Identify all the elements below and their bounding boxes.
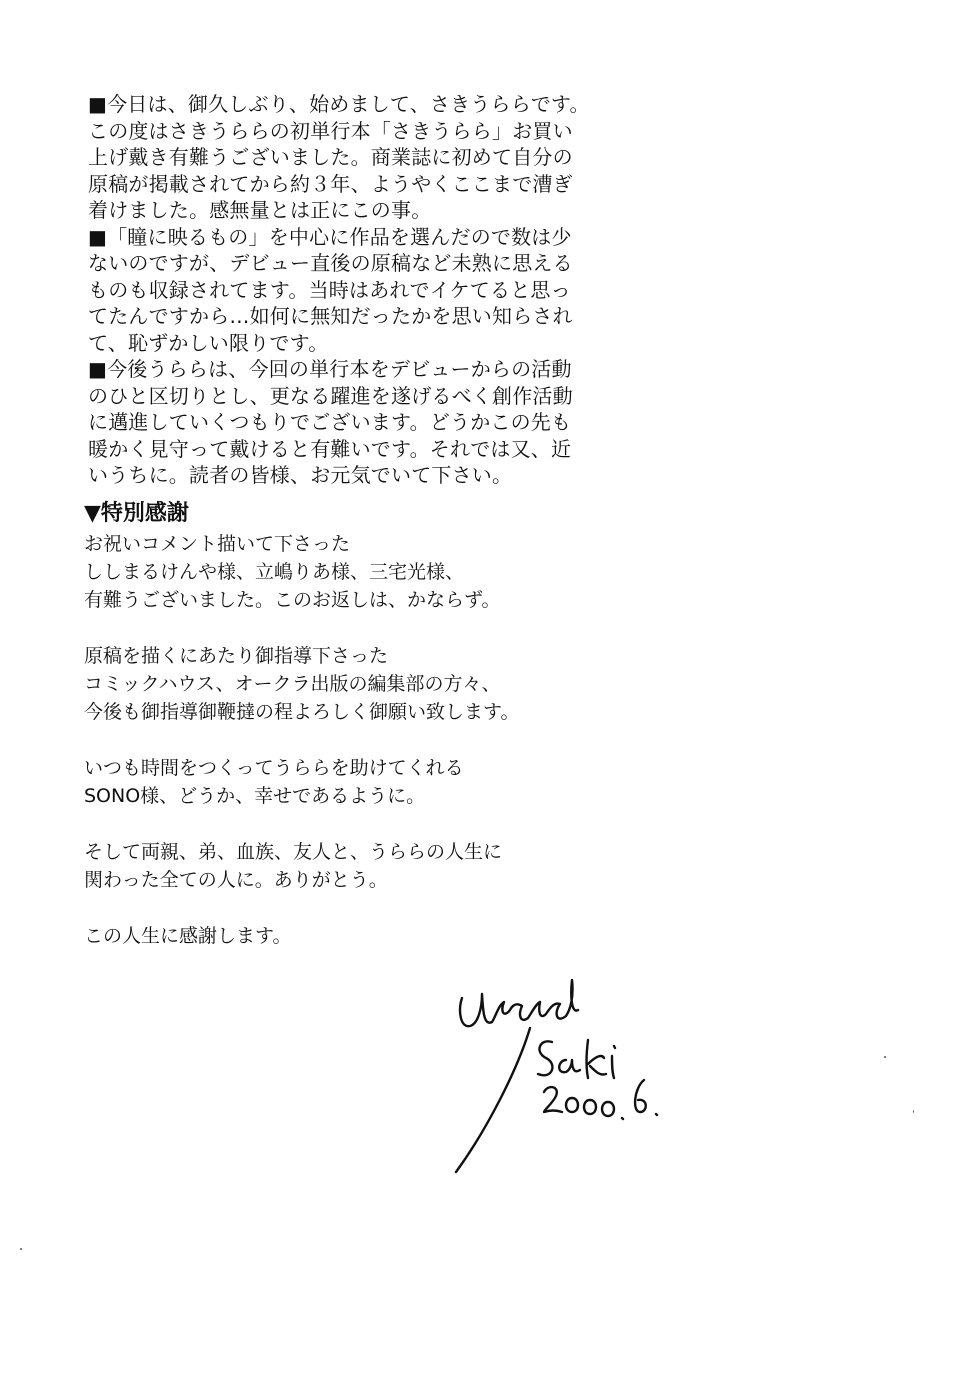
handwritten-signature bbox=[448, 968, 678, 1178]
intro-line: ■今後うららは、今回の単行本をデビューからの活動 bbox=[88, 357, 572, 381]
intro-line: 上げ戴き有難うございました。商業誌に初めて自分の bbox=[88, 145, 573, 169]
thanks-paragraph bbox=[84, 754, 644, 810]
thanks-line: お祝いコメント描いて下さった bbox=[84, 533, 351, 555]
thanks-line: そして両親、弟、血族、友人と、うららの人生に bbox=[84, 841, 503, 863]
intro-line: ■「瞳に映るもの」を中心に作品を選んだので数は少 bbox=[88, 224, 572, 249]
special-thanks-heading: ▼特別感謝 bbox=[84, 501, 189, 526]
thanks-line: ししまるけんや様、立嶋りあ様、三宅光様、 bbox=[84, 561, 465, 583]
thanks-paragraph bbox=[84, 922, 644, 950]
intro-line: 暖かく見守って戴けると有難いです。それでは又、近 bbox=[88, 436, 572, 461]
intro-line: のひと区切りとし、更なる躍進を遂げるべく創作活動 bbox=[88, 383, 573, 408]
thanks-line: 今後も御指導御鞭撻の程よろしく御願い致します。 bbox=[84, 701, 520, 723]
thanks-paragraph bbox=[84, 838, 644, 894]
thanks-line: SONO様、どうか、幸せであるように。 bbox=[84, 785, 426, 807]
signature-stroke-urara bbox=[460, 980, 578, 1026]
intro-line: ないのですが、デビュー直後の原稿など未熟に思える bbox=[88, 251, 573, 275]
signature-stroke-descender bbox=[456, 1028, 530, 1172]
thanks-line: 原稿を描くにあたり御指導下さった bbox=[84, 645, 389, 667]
paper-speck bbox=[884, 1056, 886, 1058]
thanks-paragraph bbox=[84, 642, 644, 726]
paper-speck bbox=[913, 1110, 914, 1113]
signature-stroke-saki bbox=[538, 1040, 615, 1078]
intro-line: いうちに。読者の皆様、お元気でいて下さい。 bbox=[88, 463, 513, 487]
thanks-line: この人生に感謝します。 bbox=[84, 925, 292, 947]
special-thanks-section bbox=[84, 530, 644, 978]
thanks-line: 関わった全ての人に。ありがとう。 bbox=[84, 869, 388, 891]
intro-line: てたんですから…如何に無知だったかを思い知らされ bbox=[88, 304, 573, 328]
thanks-line: コミックハウス、オークラ出版の編集部の方々、 bbox=[84, 673, 501, 695]
intro-line: 原稿が掲載されてから約３年、ようやくここまで漕ぎ bbox=[88, 171, 573, 196]
intro-line: ■今日は、御久しぶり、始めまして、さきうららです。 bbox=[88, 92, 590, 116]
intro-line: に邁進していくつもりでございます。どうかこの先も bbox=[88, 410, 572, 434]
afterword-intro bbox=[88, 91, 628, 489]
intro-line: この度はさきうららの初単行本「さきうらら」お買い bbox=[88, 118, 573, 143]
paper-speck bbox=[20, 1248, 22, 1250]
thanks-line: 有難うございました。このお返しは、かならず。 bbox=[84, 589, 501, 611]
thanks-line: いつも時間をつくってうららを助けてくれる bbox=[84, 757, 464, 779]
intro-line: ものも収録されてます。当時はあれでイケてると思っ bbox=[88, 277, 571, 302]
signature-stroke-date bbox=[544, 1080, 657, 1119]
intro-line: て、恥ずかしい限りです。 bbox=[88, 330, 329, 355]
intro-line: 着けました。感無量とは正にこの事。 bbox=[88, 198, 432, 222]
thanks-paragraph bbox=[84, 530, 644, 614]
